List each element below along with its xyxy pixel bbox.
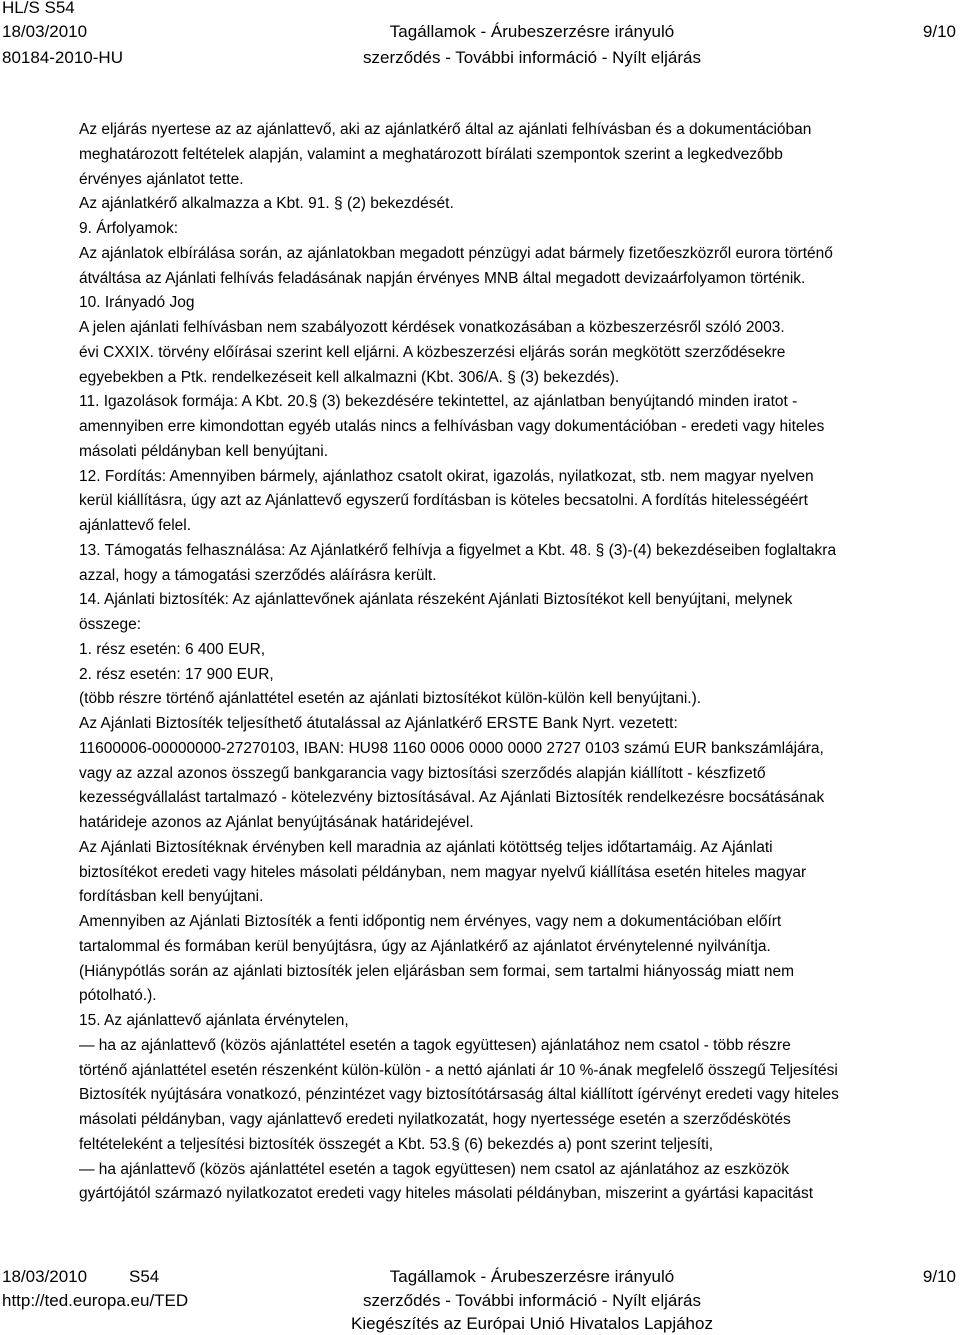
header-page-number: 9/10 <box>922 22 956 41</box>
body-line: Biztosíték nyújtására vonatkozó, pénzintézet vagy biztosítótársaság által kiállított ígérvényt eredeti vagy hiteles <box>79 1086 839 1104</box>
body-line: 9. Árfolyamok: <box>79 220 179 237</box>
footer-title-line2: szerződés - További információ - Nyílt eljárás <box>363 1291 701 1310</box>
body-line: feltételeként a teljesítési biztosíték összegét a Kbt. 53.§ (6) bekezdés a) pont szerint teljesíti, <box>79 1135 714 1153</box>
header-notice-id: 80184-2010-HU <box>2 48 123 67</box>
body-line: (több részre történő ajánlattétel esetén az ajánlati biztosítékot külön-külön kell benyújtani.). <box>79 690 702 708</box>
body-line: másolati példányban, vagy ajánlattevő eredeti nyilatkozatát, hogy nyertessége esetén a szerződéskötés <box>79 1111 791 1128</box>
body-line: gyártójától származó nyilatkozatot eredeti vagy hiteles másolati példányban, miszerint a gyártási kapacitást <box>79 1185 814 1203</box>
footer-title-line3: Kiegészítés az Európai Unió Hivatalos Lapjához <box>351 1314 713 1333</box>
body-line: amennyiben erre kimondottan egyéb utalás nincs a felhívásban vagy dokumentációban - eredeti vagy hiteles <box>79 418 825 435</box>
body-line: azzal, hogy a támogatási szerződés aláírásra került. <box>79 566 437 584</box>
header-title-line1: Tagállamok - Árubeszerzésre irányuló <box>389 22 675 41</box>
footer-title-line1: Tagállamok - Árubeszerzésre irányuló <box>389 1267 675 1286</box>
body-line: másolati példányban kell benyújtani. <box>79 442 329 460</box>
body-line: Az Ajánlati Biztosítéknak érvényben kell maradnia az ajánlati kötöttség teljes időtartamáig. Az Ajánlati <box>79 838 773 856</box>
body-line: 13. Támogatás felhasználása: Az Ajánlatkérő felhívja a figyelmet a Kbt. 48. § (3)-(4) bekezdéseiben foglaltakra <box>79 541 837 559</box>
body-line: 1. rész esetén: 6 400 EUR, <box>79 640 266 658</box>
body-line: egyebekben a Ptk. rendelkezéseit kell alkalmazni (Kbt. 306/A. § (3) bekezdés). <box>79 368 620 386</box>
document-body <box>79 118 941 1207</box>
body-line: 2. rész esetén: 17 900 EUR, <box>79 665 274 683</box>
body-line: fordításban kell benyújtani. <box>79 888 264 906</box>
body-line: pótolható.). <box>79 987 157 1005</box>
body-line: határideje azonos az Ajánlat benyújtásának határidejével. <box>79 814 474 831</box>
body-line: (Hiánypótlás során az ajánlati biztosíték jelen eljárásban sem formai, sem tartalmi hiányosság miatt nem <box>79 962 795 980</box>
footer-series: S54 <box>129 1267 160 1286</box>
body-line: A jelen ajánlati felhívásban nem szabályozott kérdések vonatkozásában a közbeszerzésről szóló 2003. <box>79 319 785 336</box>
body-line: történő ajánlattétel esetén részenként külön-külön - a nettó ajánlati ár 10 %-ának megfelelő összegű Teljesítési <box>79 1061 838 1079</box>
header-doc-code: HL/S S54 <box>2 0 75 17</box>
body-line: 11. Igazolások formája: A Kbt. 20.§ (3) bekezdésére tekintettel, az ajánlatban benyújtandó minden iratot - <box>79 393 798 411</box>
body-line: 10. Irányadó Jog <box>79 294 195 312</box>
body-line: — ha az ajánlattevő (közös ajánlattétel esetén a tagok együttesen) ajánlatához nem csatol - több részre <box>79 1036 791 1054</box>
body-line: vagy az azzal azonos összegű bankgarancia vagy biztosítási szerződés alapján kiállított - készfizető <box>79 764 766 782</box>
body-line: érvényes ajánlatot tette. <box>79 170 244 188</box>
body-line: összege: <box>79 616 142 633</box>
body-line: 14. Ajánlati biztosíték: Az ajánlattevőnek ajánlata részeként Ajánlati Biztosítékot kell benyújtani, melynek <box>79 591 793 609</box>
body-line: 12. Fordítás: Amennyiben bármely, ajánlathoz csatolt okirat, igazolás, nyilatkozat, stb. nem magyar nyelven <box>79 467 814 485</box>
body-line: Az eljárás nyertese az az ajánlattevő, aki az ajánlatkérő által az ajánlati felhívásban és a dokumentációban <box>79 121 812 138</box>
footer-page-number: 9/10 <box>922 1267 956 1286</box>
body-line: biztosítékot eredeti vagy hiteles másolati példányban, nem magyar nyelvű kiállítása esetén hiteles magyar <box>79 863 807 881</box>
footer-date: 18/03/2010 <box>2 1267 88 1286</box>
body-line: 15. Az ajánlattevő ajánlata érvénytelen, <box>79 1012 349 1029</box>
body-line: 11600006-00000000-27270103, IBAN: HU98 1160 0006 0000 0000 2727 0103 számú EUR bankszámlájára, <box>79 739 824 757</box>
body-line: — ha ajánlattevő (közös ajánlattétel esetén a tagok együttesen) nem csatol az ajánlatához az eszközök <box>79 1160 789 1178</box>
body-line: Az ajánlatok elbírálása során, az ajánlatokban megadott pénzügyi adat bármely fizetőeszközről eurora történő <box>79 244 833 262</box>
header-title-line2: szerződés - További információ - Nyílt eljárás <box>363 48 701 67</box>
body-line: kerül kiállításra, úgy azt az Ajánlattevő egyszerű fordításban is köteles becsatolni. A fordítás hitelességéért <box>79 492 808 510</box>
body-line: Az ajánlatkérő alkalmazza a Kbt. 91. § (2) bekezdését. <box>79 195 454 213</box>
body-line: évi CXXIX. törvény előírásai szerint kell eljárni. A közbeszerzési eljárás során megkötött szerződésekre <box>79 343 786 361</box>
body-line: ajánlattevő felel. <box>79 517 192 534</box>
body-line: Amennyiben az Ajánlati Biztosíték a fenti időpontig nem érvényes, vagy nem a dokumentációban előírt <box>79 913 782 930</box>
header-date: 18/03/2010 <box>2 22 88 41</box>
body-line: kezességvállalást tartalmazó - kötelezvény biztosításával. Az Ajánlati Biztosíték rendelkezésre bocsátásának <box>79 789 825 807</box>
body-line: tartalommal és formában kerül benyújtásra, úgy az Ajánlatkérő az ajánlatot érvénytelenné nyilvánítja. <box>79 937 771 955</box>
body-line: Az Ajánlati Biztosíték teljesíthető átutalással az Ajánlatkérő ERSTE Bank Nyrt. vezetett: <box>79 715 678 732</box>
body-line: meghatározott feltételek alapján, valamint a meghatározott bírálati szempontok szerint a legkedvezőbb <box>79 145 783 163</box>
footer-url-link[interactable]: http://ted.europa.eu/TED <box>2 1291 189 1310</box>
body-line: átváltása az Ajánlati felhívás feladásának napján érvényes MNB által megadott devizaárfolyamon történik. <box>79 269 806 287</box>
